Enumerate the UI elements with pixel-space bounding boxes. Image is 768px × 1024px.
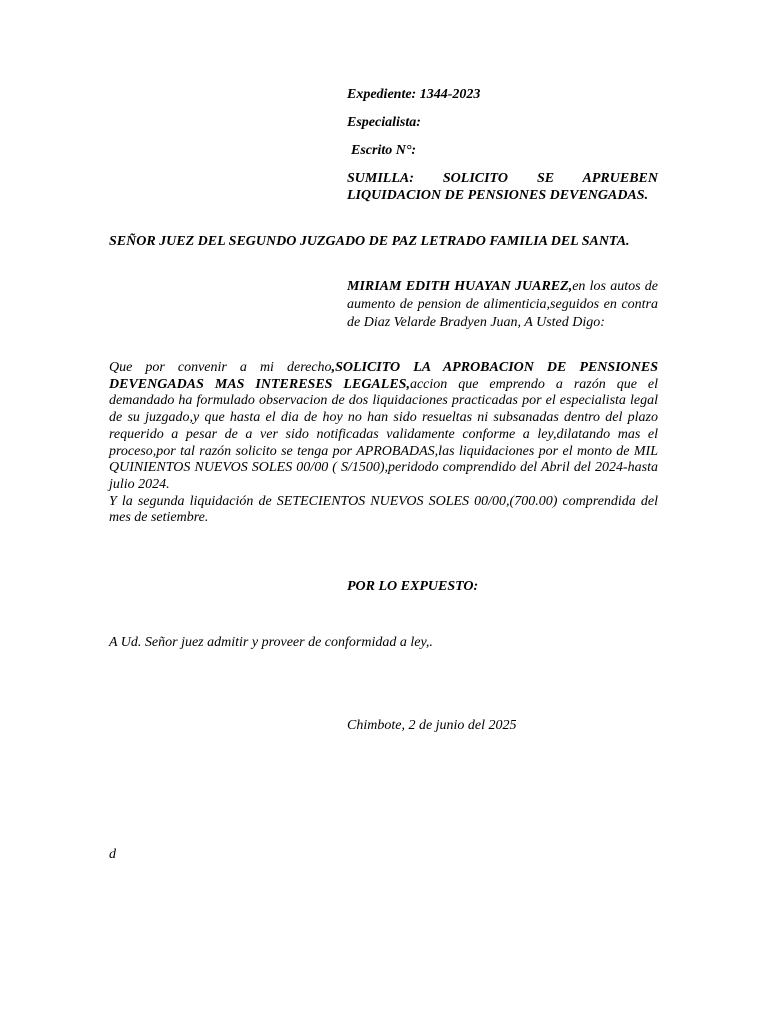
- petitioner-name: MIRIAM EDITH HUAYAN JUAREZ,: [347, 279, 573, 294]
- petitioner-text: en los autos de aumento de pension de alimenticia,seguidos en contra de Diaz Velarde Bradyen Juan, A Usted Digo:: [347, 279, 658, 330]
- petitioner-paragraph: [347, 278, 658, 332]
- summary: SUMILLA: SOLICITO SE APRUEBEN LIQUIDACION DE PENSIONES DEVENGADAS.: [347, 171, 658, 203]
- body-paragraph: [109, 360, 658, 527]
- body-second: Y la segunda liquidación de SETECIENTOS NUEVOS SOLES 00/00,(700.00) comprendida del mes de setiembre.: [109, 493, 658, 526]
- case-number: Expediente: 1344-2023: [347, 87, 481, 102]
- date-place: Chimbote, 2 de junio del 2025: [347, 718, 517, 733]
- request-closing: A Ud. Señor juez admitir y proveer de conformidad a ley,.: [109, 635, 433, 650]
- addressee: SEÑOR JUEZ DEL SEGUNDO JUZGADO DE PAZ LETRADO FAMILIA DEL SANTA.: [109, 234, 630, 249]
- body-request: ,SOLICITO LA APROBACION DE PENSIONES DEVENGADAS MAS INTERESES LEGALES,: [109, 360, 658, 392]
- body-rest: accion que emprendo a razón que el demandado ha formulado observacion de dos liquidaciones practicadas por el especialista legal de su juzgado,y que hasta el dia de hoy no han sido resueltas ni subsanadas dentro del plazo requerido a pesar de a ver sido notificadas validamente conforme a ley,dilatando mas el proceso,por tal razón solicito se tenga por APROBADAS,las liquidaciones por el monto de MIL QUINIENTOS NUEVOS SOLES 00/00 ( S/1500),peridodo comprendido del Abril del 2024-hasta julio 2024.: [109, 376, 658, 492]
- document-number-label: Escrito N°:: [351, 143, 417, 158]
- specialist-label: Especialista:: [347, 115, 421, 130]
- por-lo-expuesto-heading: POR LO EXPUESTO:: [347, 579, 479, 594]
- body-intro: Que por convenir a mi derecho: [109, 360, 332, 375]
- stray-letter: d: [109, 847, 116, 862]
